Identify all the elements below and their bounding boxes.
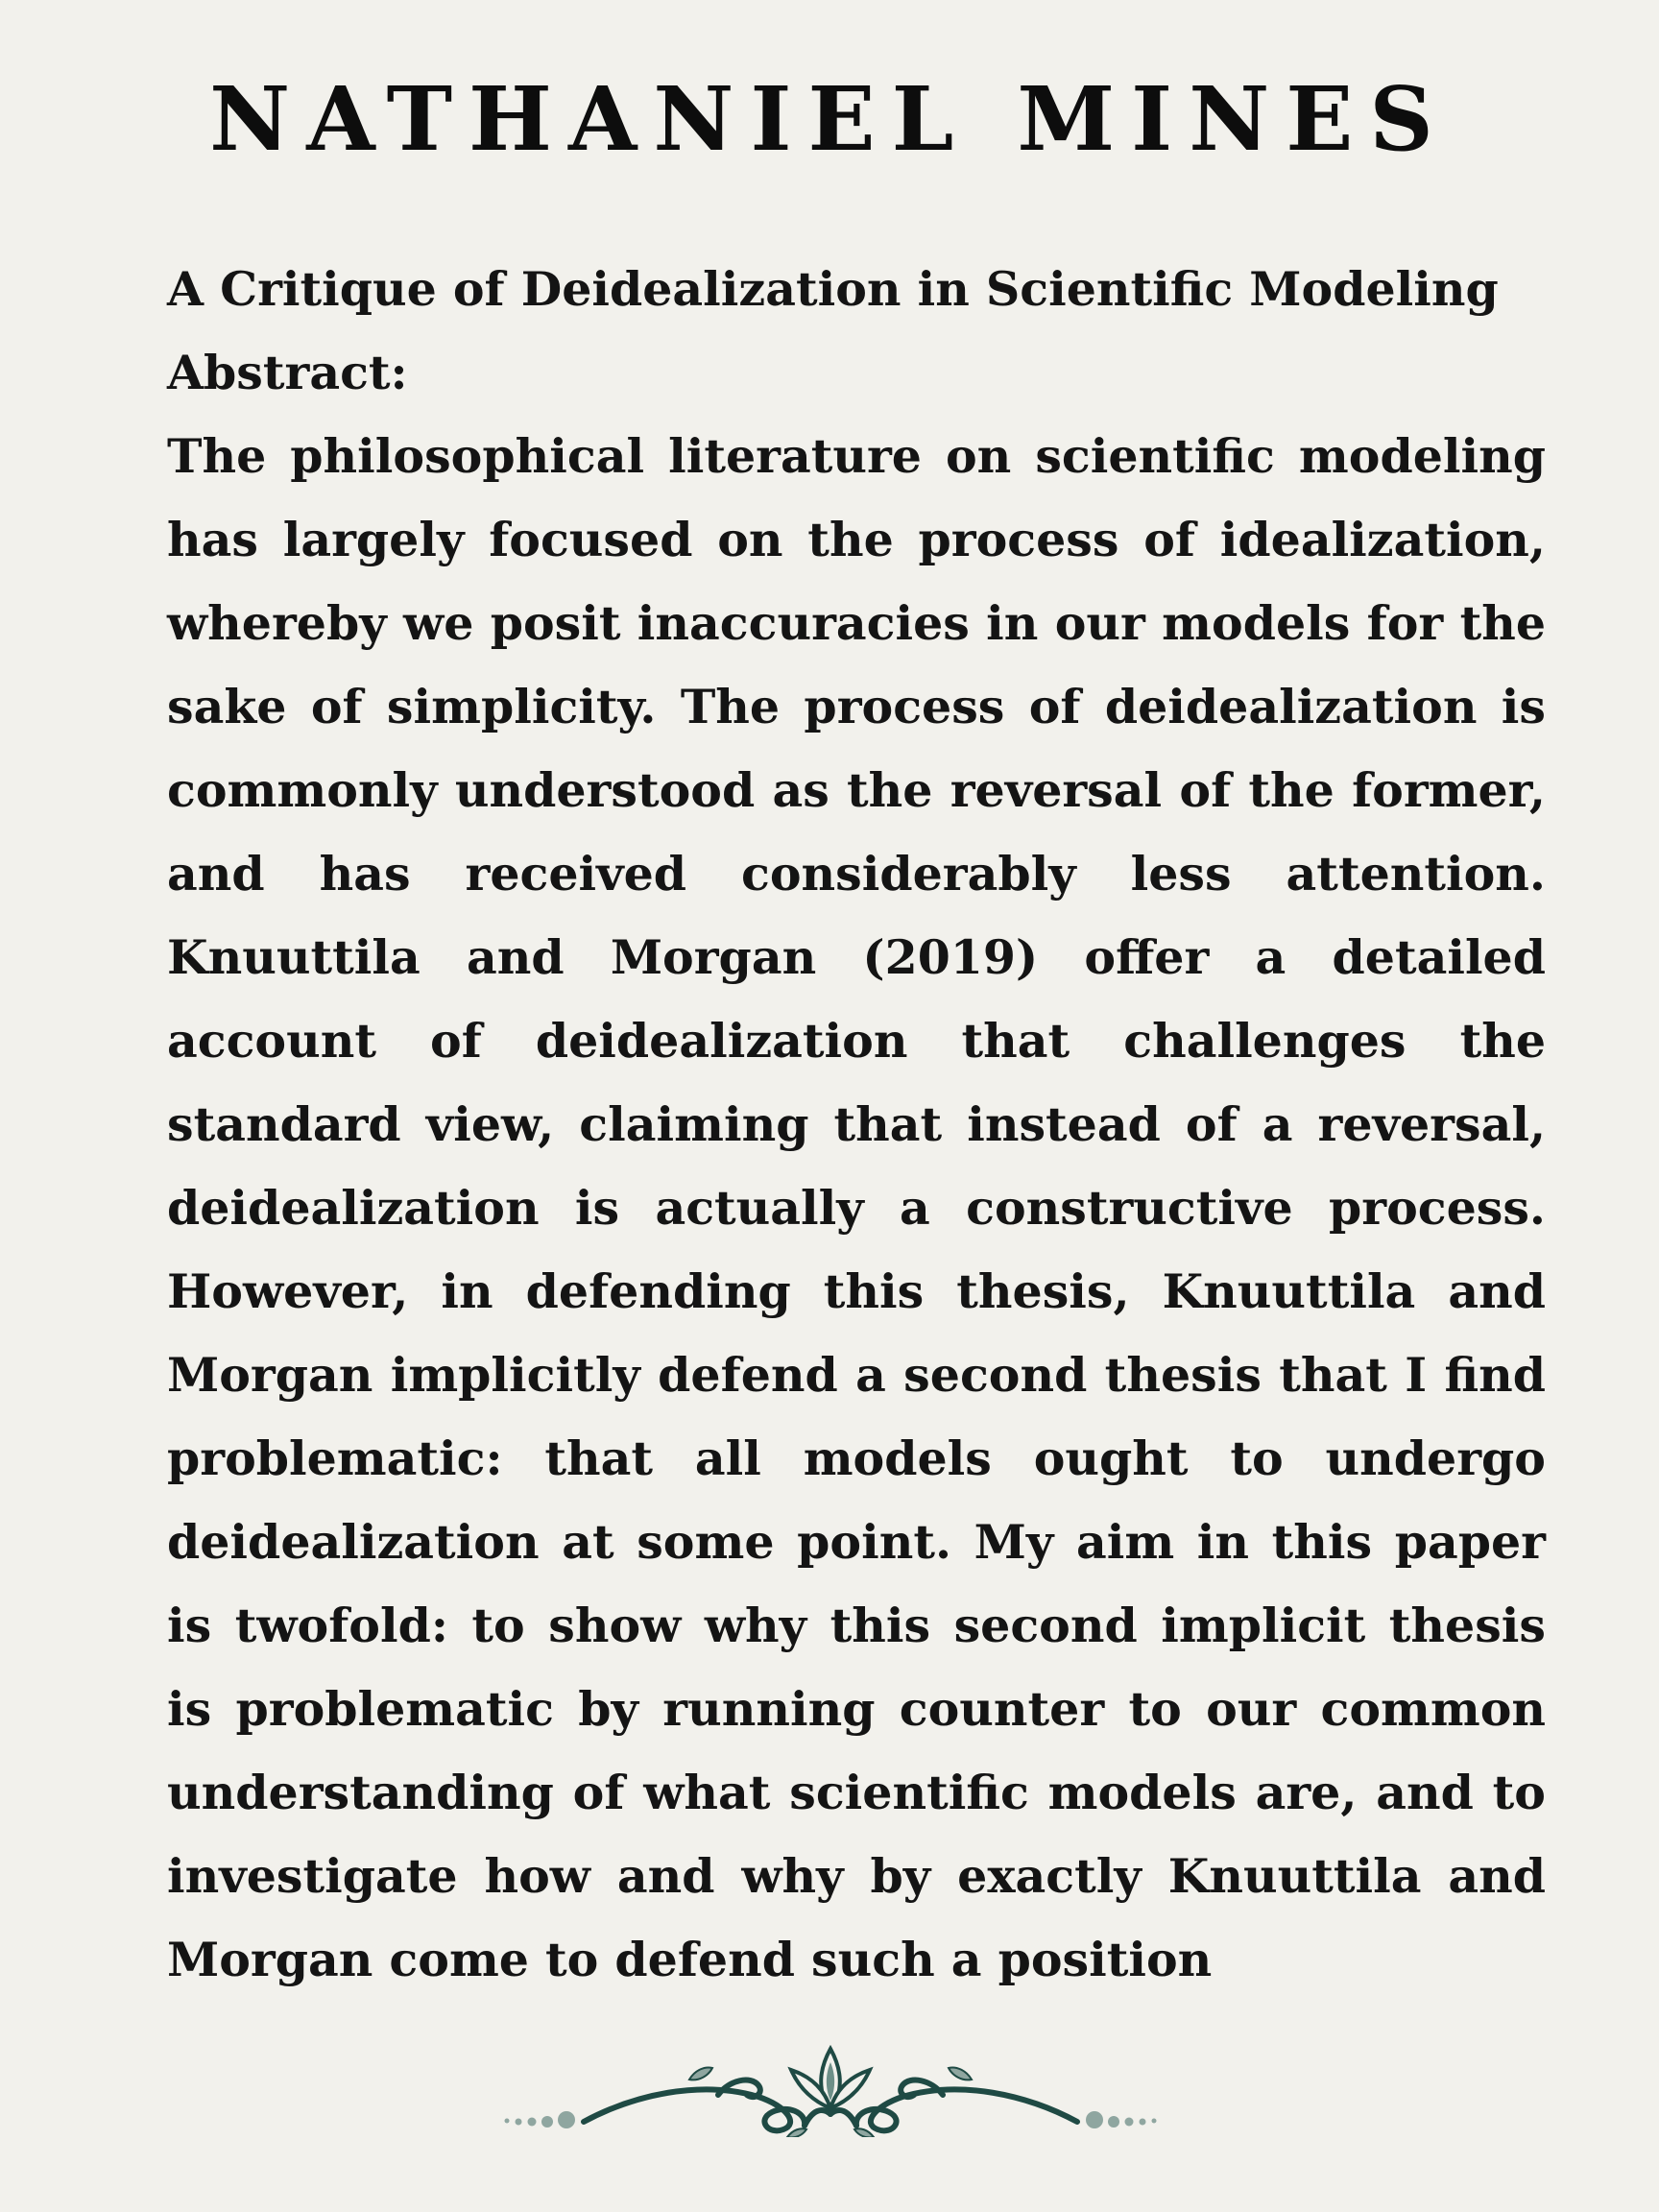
paper-content [167, 248, 1546, 2002]
abstract-label: Abstract: [167, 345, 408, 400]
author-name: NATHANIEL MINES [209, 67, 1450, 171]
paper-title: A Critique of Deidealization in Scientific Modeling [167, 261, 1499, 317]
floral-flourish-divider-icon [499, 2041, 1162, 2137]
abstract-text: The philosophical literature on scientific modeling has largely focused on the process of idealization, whereby we posit inaccuracies in our models for the sake of simplicity. The process of deidealization is commonly understood as the reversal of the former, and has received considerably less attention. Knuuttila and Morgan (2019) offer a detailed account of deidealization that challenges the standard view, claiming that instead of a reversal, deidealization is actually a constructive process. However, in defending this thesis, Knuuttila and Morgan implicitly defend a second thesis that I find problematic: that all models ought to undergo deidealization at some point. My aim in this paper is twofold: to show why this second implicit thesis is problematic by running counter to our common understanding of what scientific models are, and to investigate how and why by exactly Knuuttila and Morgan come to defend such a position [167, 428, 1546, 1987]
